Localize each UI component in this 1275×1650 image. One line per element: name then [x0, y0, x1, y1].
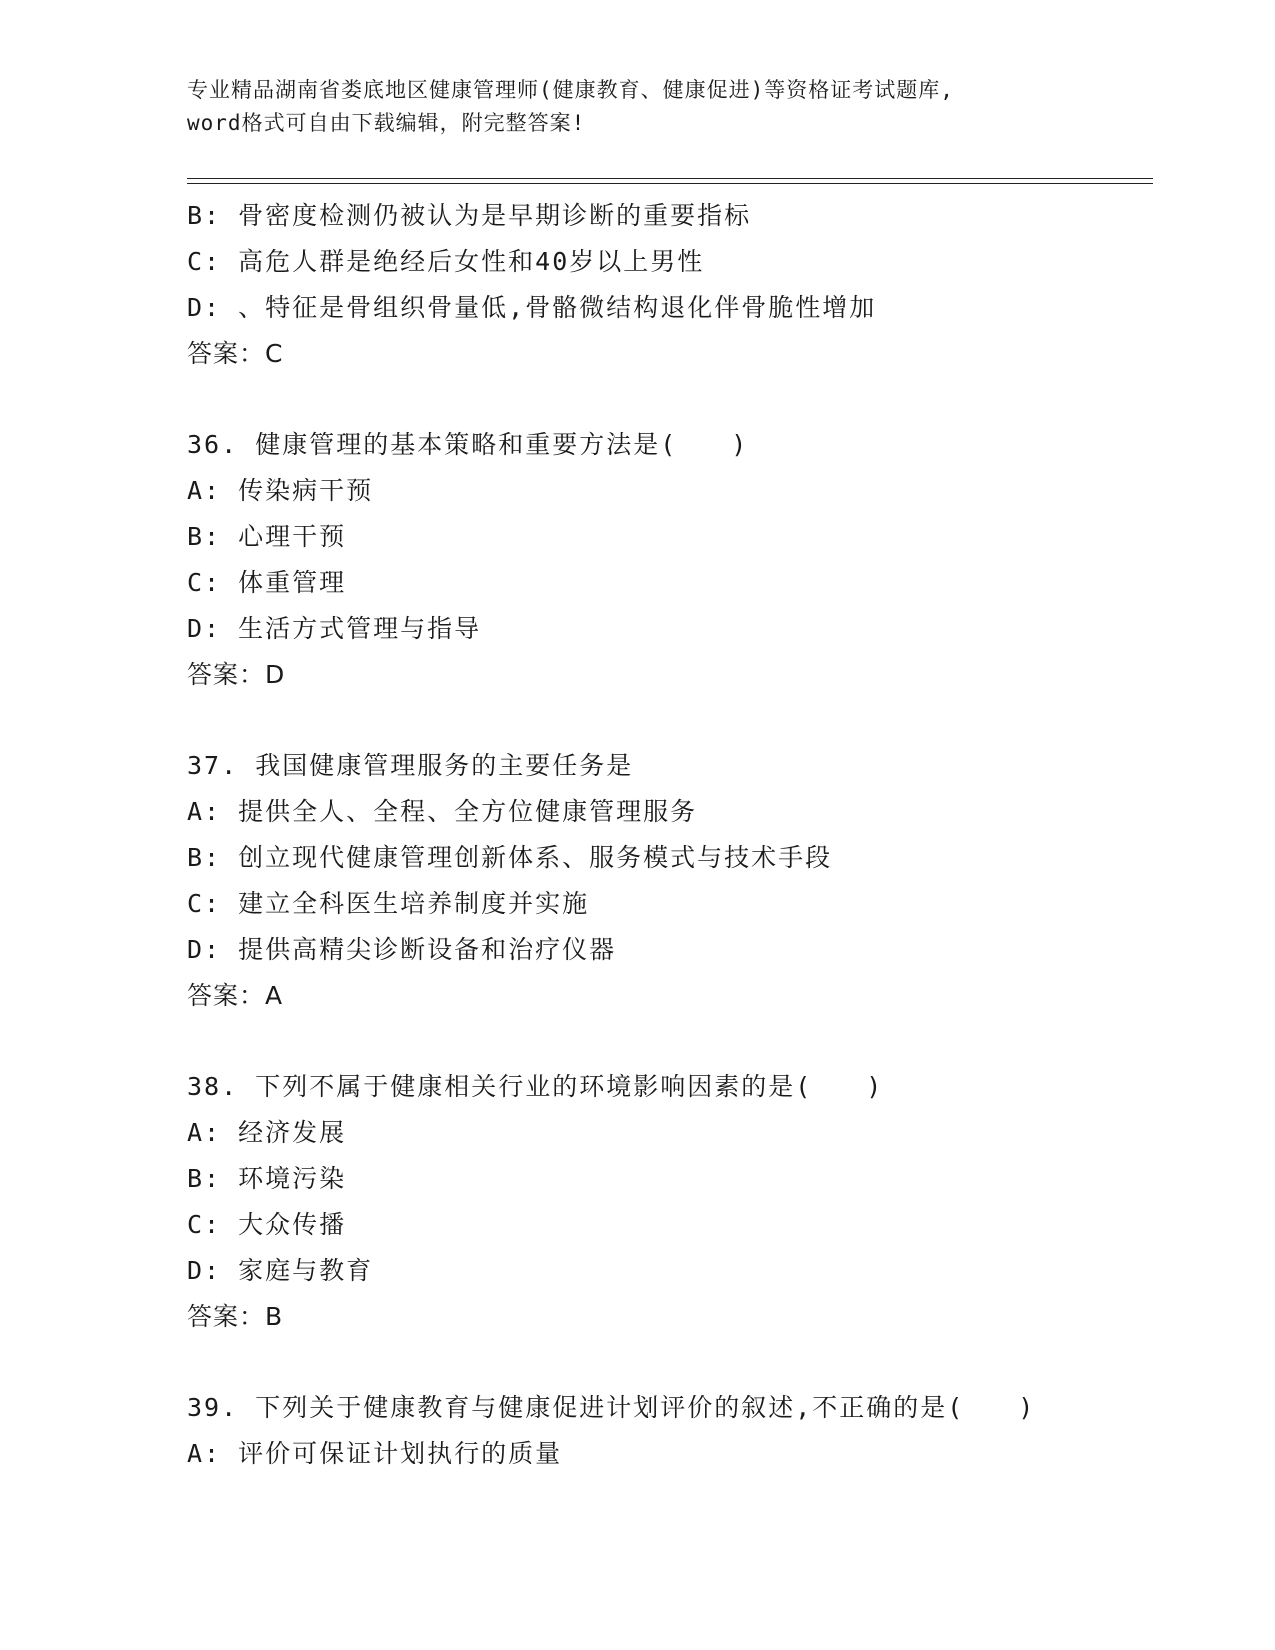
answer-line: 答案：D [187, 660, 286, 689]
option-d: D: 提供高精尖诊断设备和治疗仪器 [187, 935, 617, 964]
option-b: B: 创立现代健康管理创新体系、服务模式与技术手段 [187, 843, 833, 872]
option-d: D: 、特征是骨组织骨量低,骨骼微结构退化伴骨脆性增加 [187, 293, 877, 322]
option-c: C: 建立全科医生培养制度并实施 [187, 889, 590, 918]
question-stem: 39. 下列关于健康教育与健康促进计划评价的叙述,不正确的是( ) [187, 1393, 1036, 1422]
question-spacer [187, 698, 1167, 743]
option-c: C: 大众传播 [187, 1210, 347, 1239]
question-spacer [187, 1019, 1167, 1064]
option-c: C: 体重管理 [187, 568, 347, 597]
option-a: A: 传染病干预 [187, 476, 374, 505]
question-stem: 37. 我国健康管理服务的主要任务是 [187, 751, 634, 780]
option-a: A: 评价可保证计划执行的质量 [187, 1439, 563, 1468]
option-a: A: 提供全人、全程、全方位健康管理服务 [187, 797, 698, 826]
option-a: A: 经济发展 [187, 1118, 347, 1147]
question-36 [187, 422, 1167, 698]
header-title-line-2: word格式可自由下载编辑，附完整答案! [187, 111, 586, 135]
option-b: B: 心理干预 [187, 522, 347, 551]
question-37 [187, 743, 1167, 1019]
header-divider-top [187, 178, 1153, 179]
question-spacer [187, 1340, 1167, 1385]
answer-line: 答案：A [187, 981, 284, 1010]
question-stem: 36. 健康管理的基本策略和重要方法是( ) [187, 430, 749, 459]
question-39 [187, 1385, 1167, 1477]
option-b: B: 骨密度检测仍被认为是早期诊断的重要指标 [187, 201, 752, 230]
question-35-tail [187, 193, 1167, 377]
answer-line: 答案：C [187, 339, 284, 368]
header-title-line-1: 专业精品湖南省娄底地区健康管理师(健康教育、健康促进)等资格证考试题库, [187, 78, 954, 102]
question-spacer [187, 377, 1167, 422]
option-d: D: 家庭与教育 [187, 1256, 374, 1285]
question-38 [187, 1064, 1167, 1340]
document-header [187, 74, 1087, 140]
header-divider-bottom [187, 183, 1153, 184]
option-b: B: 环境污染 [187, 1164, 347, 1193]
question-list [187, 193, 1167, 1477]
option-d: D: 生活方式管理与指导 [187, 614, 482, 643]
answer-line: 答案：B [187, 1302, 284, 1331]
option-c: C: 高危人群是绝经后女性和40岁以上男性 [187, 247, 705, 276]
question-stem: 38. 下列不属于健康相关行业的环境影响因素的是( ) [187, 1072, 884, 1101]
